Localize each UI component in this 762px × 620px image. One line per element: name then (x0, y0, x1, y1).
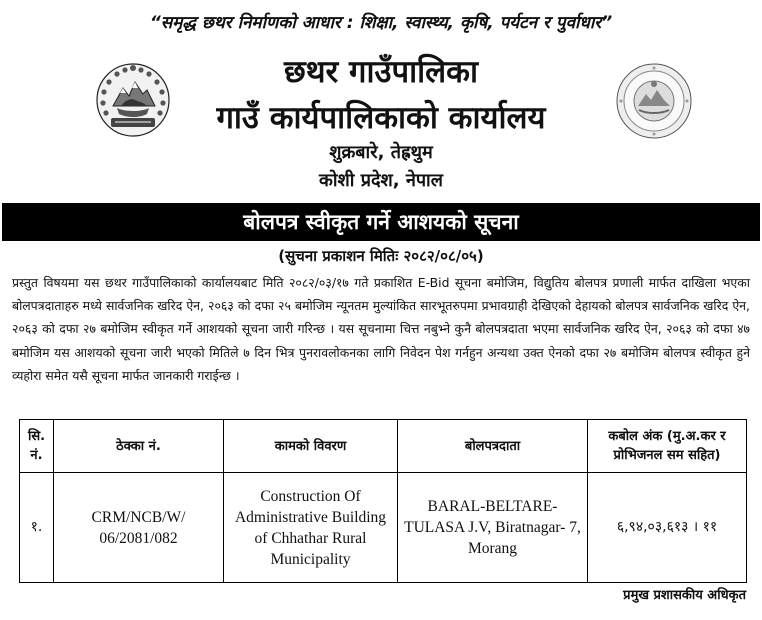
header-bidder: बोलपत्रदाता (398, 420, 588, 473)
publish-date: (सुचना प्रकाशन मितिः २०८२/०८/०५) (278, 247, 484, 265)
header-contract-no: ठेक्का नं. (54, 420, 224, 473)
address-line-1: शुक्रबारे, तेह्रथुम (329, 142, 433, 163)
cell-sn: १. (20, 473, 54, 583)
table-header-row (20, 420, 747, 473)
notice-body: प्रस्तुत विषयमा यस छथर गाउँपालिकाको कार्यालयबाट मिति २०८२/०३/१७ गते प्रकाशित E-Bid सूचना बमोजिम, विद्युतिय बोलपत्र प्रणाली मार्फत दाखिला भएका बोलपत्रदाताहरु मध्ये सार्वजनिक खरिद ऐन, २०६३ को दफा २५ बमोजिम न्यूनतम मुल्यांकित सारभूतरुपमा प्रभावग्राही देखिएको देहायको बोलपत्र सार्वजनिक खरिद ऐन, २०६३ को दफा २७ बमोजिम स्वीकृत गर्ने आशयको सूचना जारी गरिन्छ । यस सूचनामा चित्त नबुभ्ने कुनै बोलपत्रदाता भएमा सार्वजनिक खरिद ऐन, २०६३ को दफा ४७ बमोजिम यस आशयको सूचना जारी भएको मितिले ७ दिन भित्र पुनरावलोकनका लागि निवेदन पेश गर्नहुन अन्यथा उक्त ऐनको दफा २७ बमोजिम बोलपत्र स्वीकृत हुने व्यहोरा समेत यसै सूचना मार्फत जानकारी गराईन्छ । (12, 275, 750, 383)
cell-description: Construction Of Administrative Building of Chhathar Rural Municipality (224, 473, 398, 583)
table-row (20, 473, 747, 583)
signatory: प्रमुख प्रशासकीय अधिकृत (623, 588, 746, 603)
header-amount: कबोल अंक (मु.अ.कर र प्रोभिजनल सम सहित) (588, 420, 747, 473)
cell-amount: ६,९४,०३,६१३ । ११ (588, 473, 747, 583)
cell-bidder: BARAL-BELTARE-TULASA J.V, Biratnagar- 7, Morang (398, 473, 588, 583)
motto: “समृद्ध छथर निर्माणको आधार : शिक्षा, स्वास्थ्य, कृषि, पर्यटन र पुर्वाधार” (149, 13, 613, 33)
address-line-2: कोशी प्रदेश, नेपाल (319, 170, 443, 191)
header-sn: सि. नं. (20, 420, 54, 473)
org-title: छथर गाउँपालिका (283, 54, 478, 90)
notice-title: बोलपत्र स्वीकृत गर्ने आशयको सूचना (243, 210, 519, 234)
office-title: गाउँ कार्यपालिकाको कार्यालय (216, 100, 546, 136)
bid-table (19, 419, 747, 583)
notice-title-banner (2, 203, 760, 241)
cell-contract-no: CRM/NCB/W/ 06/2081/082 (54, 473, 224, 583)
header-description: कामको विवरण (224, 420, 398, 473)
